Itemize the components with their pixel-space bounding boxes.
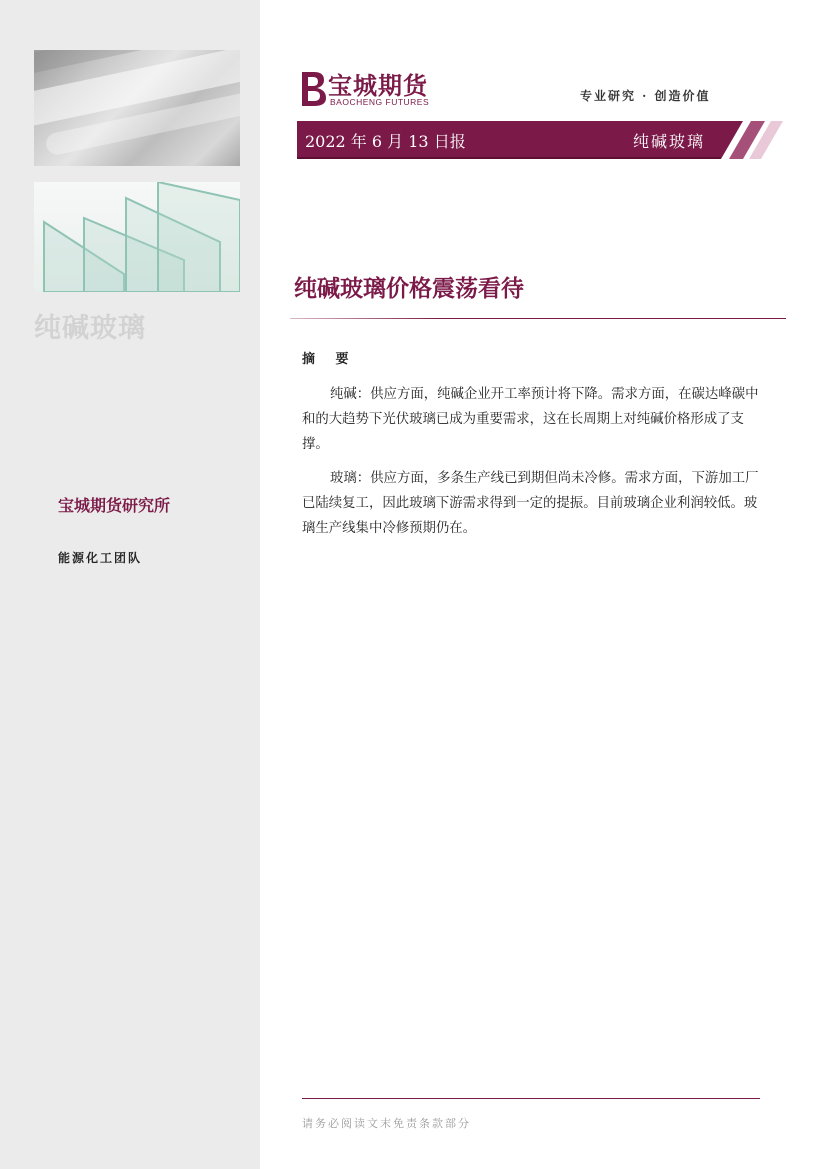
cover-photo-glass [34,182,240,292]
team-name: 能源化工团队 [58,551,143,565]
report-topic: 纯碱玻璃 [633,132,706,151]
company-logo [298,66,448,112]
summary-paragraph-soda-ash: 纯碱：供应方面，纯碱企业开工率预计将下降。需求方面，在碳达峰碳中和的大趋势下光伏玻璃已成为重要需求，这在长周期上对纯碱价格形成了支撑。 [302,387,759,452]
logo-english-text: BAOCHENG FUTURES [330,97,430,107]
institute-name: 宝城期货研究所 [58,496,171,515]
logo-chinese-text: 宝城期货 [328,71,428,100]
sidebar-title: 纯碱玻璃 [34,313,146,344]
sidebar [0,0,260,1169]
report-title: 纯碱玻璃价格震荡看待 [294,276,524,302]
logo-b-icon [298,68,328,108]
footer-disclaimer: 请务必阅读文末免责条款部分 [302,1117,471,1130]
cover-photo-cloth [34,50,240,166]
footer-divider [302,1098,760,1099]
tagline: 专业研究 · 创造价值 [580,89,711,103]
summary-paragraph-glass: 玻璃：供应方面，多条生产线已到期但尚未冷修。需求方面，下游加工厂已陆续复工，因此玻璃下游需求得到一定的提振。目前玻璃企业利润较低。玻璃生产线集中冷修预期仍在。 [302,471,759,536]
summary-heading: 摘 要 [302,352,357,367]
title-divider [290,318,786,319]
report-date: 2022 年 6 月 13 日报 [305,132,466,151]
date-banner [297,121,783,159]
